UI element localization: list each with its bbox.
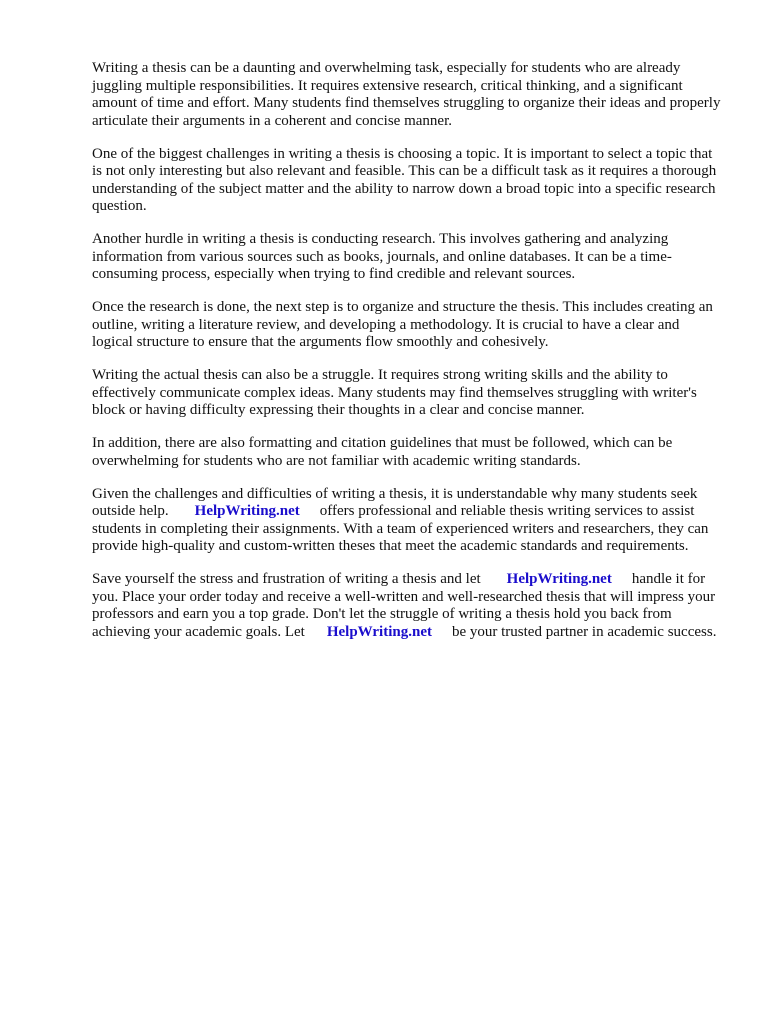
paragraph-5: Writing the actual thesis can also be a struggle. It requires strong writing skills and the ability to effectively communicate complex ideas. Many students may find themselves struggling with writer's block or having difficulty expressing their thoughts in a clear and concise manner. xyxy=(92,367,697,418)
document-body xyxy=(92,60,722,657)
helpwriting-link-3[interactable]: HelpWriting.net xyxy=(326,623,432,640)
paragraph-6: In addition, there are also formatting and citation guidelines that must be followed, which can be overwhelming for students who are not familiar with academic writing standards. xyxy=(92,435,673,469)
paragraph-7 xyxy=(92,486,722,556)
paragraph-1: Writing a thesis can be a daunting and overwhelming task, especially for students who are already juggling multiple responsibilities. It requires extensive research, critical thinking, and a significant amount of time and effort. Many students find themselves struggling to organize their ideas and properly articulate their arguments in a coherent and concise manner. xyxy=(92,60,721,129)
paragraph-7-text-before: Given the challenges and difficulties of writing a thesis, it is understandable why many students seek outside help. xyxy=(92,485,698,519)
paragraph-8-text-part2: handle it for you. Place your order today and receive a well-written and well-researched thesis that will impress your professors and earn you a top grade. Don't let the struggle of writing a thesis hold you back from achieving your academic goals. Let xyxy=(92,571,716,640)
paragraph-8 xyxy=(92,571,722,641)
paragraph-3: Another hurdle in writing a thesis is conducting research. This involves gathering and analyzing information from various sources such as books, journals, and online databases. It can be a time-consuming process, especially when trying to find credible and relevant sources. xyxy=(92,231,672,282)
paragraph-8-text-part3: be your trusted partner in academic success. xyxy=(451,623,717,640)
paragraph-8-text-part1: Save yourself the stress and frustration of writing a thesis and let xyxy=(92,571,481,587)
paragraph-4: Once the research is done, the next step is to organize and structure the thesis. This includes creating an outline, writing a literature review, and developing a methodology. It is crucial to have a clear and logical structure to ensure that the arguments flow smoothly and cohesively. xyxy=(92,299,713,350)
paragraph-2: One of the biggest challenges in writing a thesis is choosing a topic. It is important to select a topic that is not only interesting but also relevant and feasible. This can be a difficult task as it requires a thorough understanding of the subject matter and the ability to narrow down a broad topic into a specific research question. xyxy=(92,145,717,214)
helpwriting-link-2[interactable]: HelpWriting.net xyxy=(506,571,612,587)
helpwriting-link[interactable]: HelpWriting.net xyxy=(194,503,300,519)
paragraph-7-text-after: offers professional and reliable thesis writing services to assist students in completing their assignments. With a team of experienced writers and researchers, they can provide high-quality and custom-written theses that meet the academic standards and requirements. xyxy=(92,503,709,554)
